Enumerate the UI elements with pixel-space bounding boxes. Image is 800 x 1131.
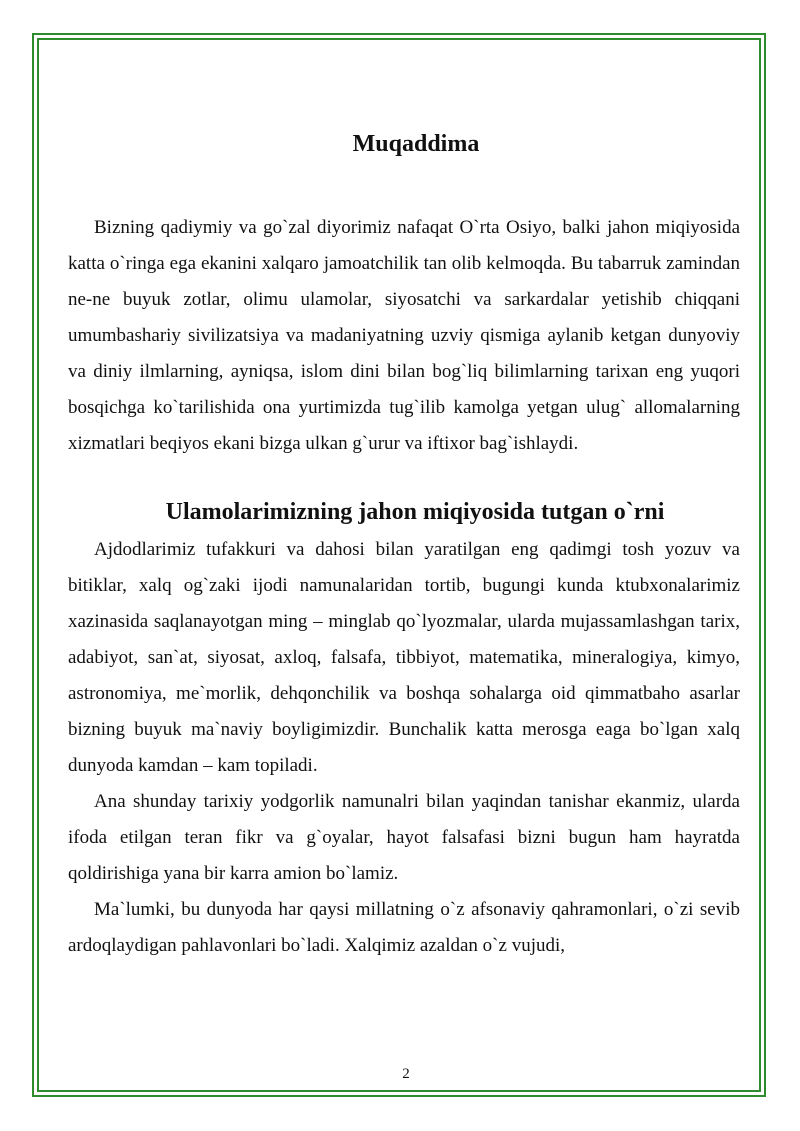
page-number: 2 [402, 1066, 410, 1082]
document-body [68, 122, 740, 964]
section-paragraph-3: Ma`lumki, bu dunyoda har qaysi millatning o`z afsonaviy qahramonlari, o`zi sevib ardoqlaydigan pahlavonlari bo`ladi. Xalqimiz azaldan o`z vujudi, [68, 899, 740, 956]
intro-paragraph: Bizning qadiymiy va go`zal diyorimiz nafaqat O`rta Osiyo, balki jahon miqiyosida katta o`ringa ega ekanini xalqaro jamoatchilik tan olib kelmoqda. Bu tabarruk zamindan ne-ne buyuk zotlar, olimu ulamolar, siyosatchi va sarkardalar yetishib chiqqani umumbashariy sivilizatsiya va madaniyatning uzviy qismiga aylanib ketgan dunyoviy va diniy ilmlarning, ayniqsa, islom dini bilan bog`liq bilimlarning tarixan eng yuqori bosqichga ko`tarilishida ona yurtimizda tug`ilib kamolga yetgan ulug` allomalarning xizmatlari beqiyos ekani bizga ulkan g`urur va iftixor bag`ishlaydi. [68, 217, 740, 454]
section-heading: Ulamolarimizning jahon miqiyosida tutgan o`rni [165, 499, 665, 525]
document-title: Muqaddima [352, 131, 480, 157]
section-paragraph-1: Ajdodlarimiz tufakkuri va dahosi bilan yaratilgan eng qadimgi tosh yozuv va bitiklar, xalq og`zaki ijodi namunalaridan tortib, bugungi kunda ktubxonalarimiz xazinasida saqlanayotgan ming – minglab qo`lyozmalar, ularda mujassamlashgan tarix, adabiyot, san`at, siyosat, axloq, falsafa, tibbiyot, matematika, mineralogiya, kimyo, astronomiya, me`morlik, dehqonchilik va boshqa sohalarga oid qimmatbaho asarlar bizning buyuk ma`naviy boyligimizdir. Bunchalik katta merosga eaga bo`lgan xalq dunyoda kamdan – kam topiladi. [68, 539, 740, 776]
section-paragraph-2: Ana shunday tarixiy yodgorlik namunalri bilan yaqindan tanishar ekanmiz, ularda ifoda etilgan teran fikr va g`oyalar, hayot falsafasi bizni bugun ham hayratda qoldirishiga yana bir karra amion bo`lamiz. [68, 791, 740, 884]
